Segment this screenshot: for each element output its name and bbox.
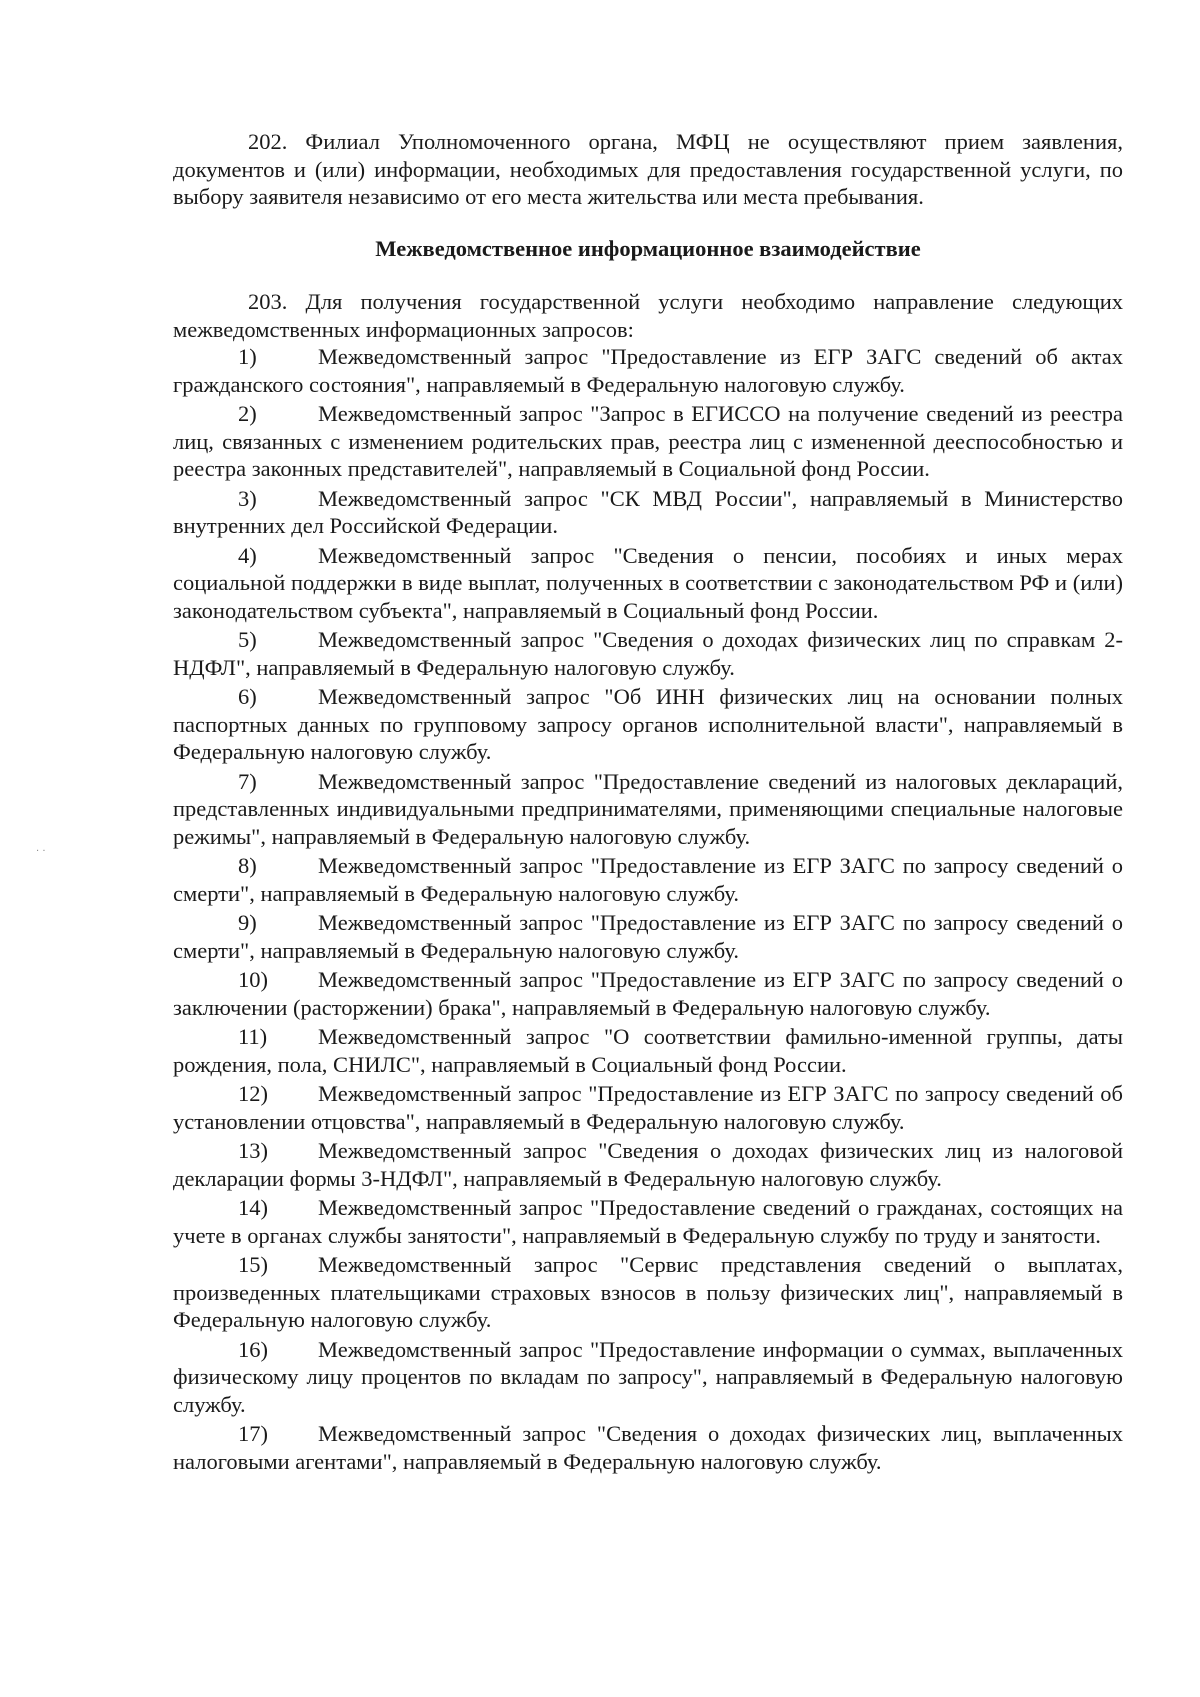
list-item-text: Межведомственный запрос "Предоставление сведений из налоговых деклараций, представленных индивидуальными предпринимателями, применяющими специальные налоговые режимы", направляемый в Федеральную налоговую службу.: [173, 768, 1123, 849]
list-item-text: Межведомственный запрос "Предоставление из ЕГР ЗАГС по запросу сведений о заключении (расторжении) брака", направляемый в Федеральную налоговую службу.: [173, 967, 1123, 1020]
list-item-text: Межведомственный запрос "Сервис представления сведений о выплатах, произведенных плательщиками страховых взносов в пользу физических лиц", направляемый в Федеральную налоговую службу.: [173, 1252, 1123, 1332]
list-item-number: 13): [238, 1138, 268, 1163]
list-item-text: Межведомственный запрос "Предоставление сведений о гражданах, состоящих на учете в органах службы занятости", направляемый в Федеральную службу по труду и занятости.: [173, 1195, 1123, 1248]
list-item-number: 1): [238, 344, 257, 369]
list-item-number: 4): [238, 542, 257, 568]
list-item: [173, 626, 1123, 681]
list-item: [173, 1251, 1123, 1334]
list-item-number: 7): [238, 768, 257, 794]
list-item-text: Межведомственный запрос "Предоставление из ЕГР ЗАГС по запросу сведений о смерти", направляемый в Федеральную налоговую службу.: [173, 853, 1123, 906]
list-item-text: Межведомственный запрос "Предоставление из ЕГР ЗАГС сведений об актах гражданского состояния", направляемый в Федеральную налоговую службу.: [173, 344, 1123, 397]
list-item-number: 10): [238, 967, 268, 992]
list-item: [173, 1194, 1123, 1249]
list-item: [173, 909, 1123, 964]
list-item-text: Межведомственный запрос "Предоставление информации о суммах, выплаченных физическому лицу процентов по вкладам по запросу", направляемый в Федеральную налоговую службу.: [173, 1336, 1123, 1417]
list-item-number: 16): [238, 1336, 268, 1362]
list-item: [173, 1023, 1123, 1078]
list-item-text: Межведомственный запрос "Сведения о доходах физических лиц из налоговой декларации формы 3-НДФЛ", направляемый в Федеральную налоговую службу.: [173, 1138, 1123, 1191]
list-item-text: Межведомственный запрос "Предоставление из ЕГР ЗАГС по запросу сведений о смерти", направляемый в Федеральную налоговую службу.: [173, 910, 1123, 963]
list-item: [173, 485, 1123, 540]
list-item-number: 12): [238, 1081, 268, 1106]
list-item-number: 11): [238, 1024, 268, 1049]
list-item-number: 8): [238, 853, 257, 878]
request-list: [173, 343, 1123, 1475]
scan-speck: · ·: [36, 846, 46, 857]
list-item-number: 3): [238, 485, 257, 511]
section-heading: Межведомственное информационное взаимодействие: [375, 235, 921, 261]
list-item: [173, 1137, 1123, 1192]
list-item: [173, 1336, 1123, 1419]
list-item: [173, 852, 1123, 907]
list-item-text: Межведомственный запрос "Сведения о доходах физических лиц по справкам 2-НДФЛ", направляемый в Федеральную налоговую службу.: [173, 627, 1123, 680]
list-item: [173, 1080, 1123, 1135]
list-item-text: Межведомственный запрос "Запрос в ЕГИССО на получение сведений из реестра лиц, связанных с изменением родительских прав, реестра лиц с измененной дееспособностью и реестра законных представителей", направляемый в Социальной фонд России.: [173, 401, 1123, 481]
list-item: [173, 400, 1123, 483]
list-item-number: 17): [238, 1421, 268, 1446]
list-item: [173, 343, 1123, 398]
list-item: [173, 1420, 1123, 1475]
list-item-number: 15): [238, 1252, 268, 1277]
paragraph-203: 203. Для получения государственной услуги необходимо направление следующих межведомственных информационных запросов:: [173, 289, 1123, 342]
list-item: [173, 542, 1123, 625]
list-item: [173, 966, 1123, 1021]
list-item-number: 5): [238, 627, 257, 652]
list-item-number: 9): [238, 910, 257, 935]
list-item-text: Межведомственный запрос "О соответствии фамильно-именной группы, даты рождения, пола, СНИЛС", направляемый в Социальный фонд России.: [173, 1024, 1123, 1077]
list-item-text: Межведомственный запрос "Предоставление из ЕГР ЗАГС по запросу сведений об установлении отцовства", направляемый в Федеральную налоговую службу.: [173, 1081, 1123, 1134]
document-body: [173, 128, 1123, 1477]
list-item-text: Межведомственный запрос "Сведения о доходах физических лиц, выплаченных налоговыми агентами", направляемый в Федеральную налоговую службу.: [173, 1421, 1123, 1474]
paragraph-202: 202. Филиал Уполномоченного органа, МФЦ не осуществляют прием заявления, документов и (или) информации, необходимых для предоставления государственной услуги, по выбору заявителя независимо от его места жительства или места пребывания.: [173, 129, 1123, 209]
list-item-number: 6): [238, 684, 257, 709]
list-item-text: Межведомственный запрос "Сведения о пенсии, пособиях и иных мерах социальной поддержки в виде выплат, полученных в соответствии с законодательством РФ и (или) законодательством субъекта", направляемый в Социальный фонд России.: [173, 542, 1123, 623]
list-item: [173, 768, 1123, 851]
list-item: [173, 683, 1123, 766]
list-item-number: 14): [238, 1195, 268, 1220]
list-item-number: 2): [238, 401, 257, 426]
list-item-text: Межведомственный запрос "СК МВД России", направляемый в Министерство внутренних дел Российской Федерации.: [173, 485, 1123, 538]
list-item-text: Межведомственный запрос "Об ИНН физических лиц на основании полных паспортных данных по групповому запросу органов исполнительной власти", направляемый в Федеральную налоговую службу.: [173, 684, 1123, 764]
